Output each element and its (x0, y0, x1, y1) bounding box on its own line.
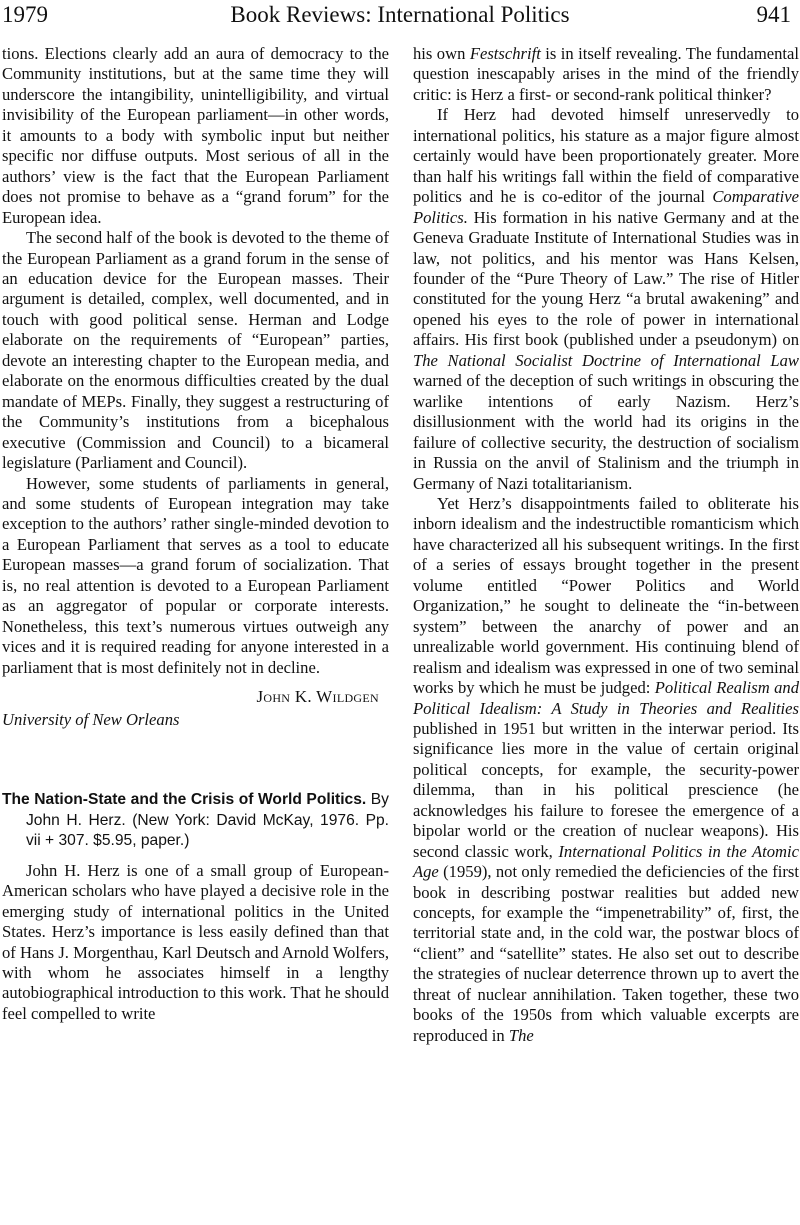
paragraph: John H. Herz is one of a small group of European-American scholars who have played a decisive role in the emerging study of international politics in the United States. Herz’s importance is less easily defined than that of Hans J. Morgenthau, Karl Deutsch and Arnold Wolfers, with whom he associates himself in a lengthy autobiographical introduction to this work. That he should feel compelled to write (2, 860, 389, 1023)
italic-text: The National Socialist Doctrine of International Law (413, 350, 799, 370)
running-header (0, 0, 800, 34)
review-heading (2, 790, 389, 852)
reviewer-name: John K. Wildgen (256, 687, 379, 707)
italic-text: International Politics in the Atomic Age (413, 841, 799, 882)
paragraph (413, 494, 799, 1046)
text-run: is in itself revealing. The fundamental question inescapably arises in the mind of the friendly critic: is Herz a first- or second-rank political thinker? (413, 44, 799, 104)
italic-text: Political Realism and Political Idealism: A Study in Theories and Realities (413, 678, 799, 718)
italic-text: Comparative Politics. (413, 187, 799, 227)
paragraph: However, some students of parliaments in general, and some students of European integration may take exception to the authors’ rather single-minded devotion to a European Parliament that serves as a tool to educate European masses—a grand forum of socialization. That is, no real attention is devoted to a European Parliament as an aggregator of popular or corporate interests. Nonetheless, this text’s numerous virtues outweigh any vices and it is required reading for anyone interested in a parliament that is most definitely not in decline. (2, 473, 389, 677)
paragraph: The second half of the book is devoted to the theme of the European Parliament as a grand forum in the sense of an education device for the European masses. Their argument is detailed, complex, well documented, and in touch with good political sense. Herman and Lodge elaborate on the requirements of “European” parties, devote an interesting chapter to the European media, and elaborate on the enormous difficulties created by the dual mandate of MEPs. Finally, they suggest a restructuring of the Community’s institutions from a bicephalous executive (Commission and Council) to a bicameral legislature (Parliament and Council). (2, 228, 389, 473)
paragraph (413, 105, 799, 494)
text-run: Yet Herz’s disappointments failed to obliterate his inborn idealism and the indestructible romanticism which have characterized all his subsequent writings. In the first of a series of essays brought together in the present volume entitled “Power Politics and World Organization,” he sought to delineate the “in-between system” between the anarchy of power and an unrealizable world government. His continuing blend of realism and idealism was expressed in one of two seminal works by which he must be judged: (413, 493, 799, 698)
text-run: His formation in his native Germany and at the Geneva Graduate Institute of International Studies was in law, not politics, and his mentor was Hans Kelsen, founder of the “Pure Theory of Law.” The rise of Hitler constituted for the young Herz “a brutal awakening” and opened his eyes to the role of power in international affairs. His first book (published under a pseudonym) on (413, 207, 799, 350)
paragraph (413, 44, 799, 105)
left-column (2, 44, 389, 1024)
text-run: warned of the deception of such writings in obscuring the warlike intentions of early Nazism. Herz’s disillusionment with the world had its origins in the failure of collective security, the destruction of socialism in Russia on the anvil of Stalinism and the triumph in Germany of Nazi totalitarianism. (413, 371, 799, 493)
italic-text: Festschrift (469, 44, 541, 63)
book-title: The Nation-State and the Crisis of World Politics. (2, 790, 367, 808)
text-run: published in 1951 but written in the interwar period. Its significance lies more in the value of certain original political concepts, for example, the security-power dilemma, than in his political prescience (he acknowledges his failure to foresee the emergence of a bipolar world or the creation of nuclear weapons). His second classic work, (413, 718, 799, 861)
paragraph: tions. Elections clearly add an aura of democracy to the Community institutions, but at the same time they will underscore the intangibility, unintelligibility, and virtual invisibility of the European parliament—in other words, it amounts to a body with symbolic input but neither specific nor diffuse outputs. Most serious of all in the authors’ view is the fact that the European Parliament does not promise to behave as a “grand forum” for the European idea. (2, 44, 389, 227)
text-run: (1959), not only remedied the deficiencies of the first book in describing postwar realities but added new concepts, for example the “impenetrability” of, first, the territorial state and, in the cold war, the postwar blocs of “client” and “satellite” states. He also set out to describe the strategies of nuclear deterrence thrown up to avert the threat of nuclear annihilation. Taken together, these two books of the 1950s from which valuable excerpts are reproduced in (413, 862, 799, 1045)
header-year: 1979 (2, 2, 48, 27)
book-details: By John H. Herz. (New York: David McKay, 1976. Pp. vii + 307. $5.95, paper.) (26, 790, 389, 850)
page-number: 941 (756, 2, 791, 27)
reviewer-affiliation: University of New Orleans (2, 709, 180, 729)
italic-text: The (508, 1025, 534, 1045)
text-run: his own (413, 44, 470, 63)
right-column (413, 44, 799, 1046)
text-run: If Herz had devoted himself unreservedly to international politics, his stature as a major figure almost certainly would have been proportionately greater. More than half his writings fall within the field of comparative politics and he is co-editor of the journal (413, 105, 799, 207)
header-title: Book Reviews: International Politics (230, 2, 570, 27)
